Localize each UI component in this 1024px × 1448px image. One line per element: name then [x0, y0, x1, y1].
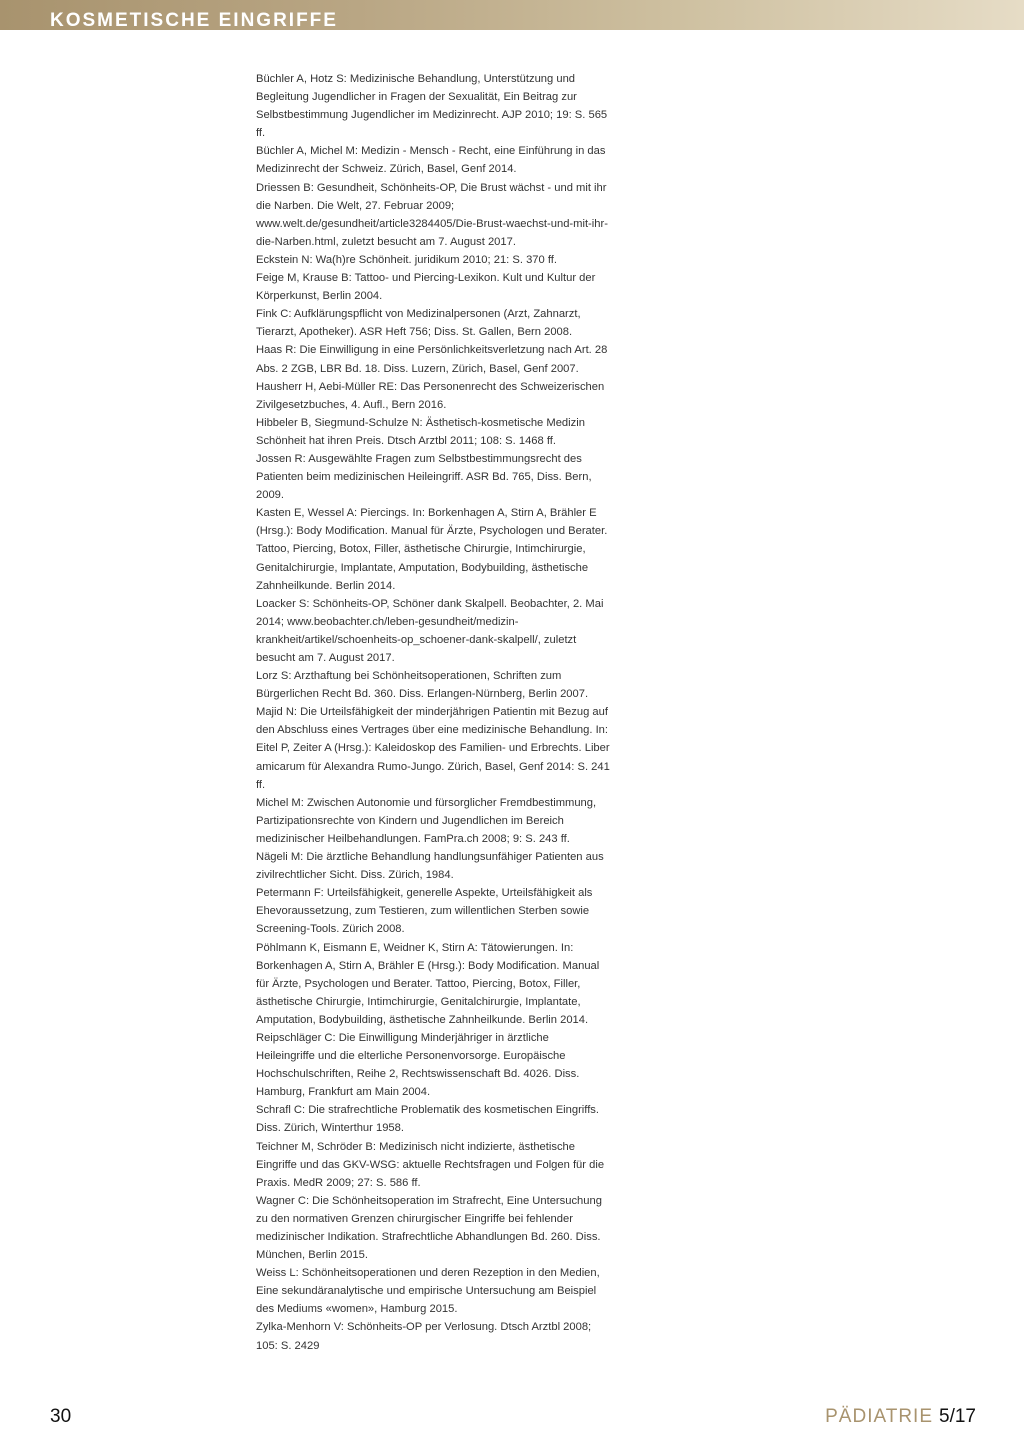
reference-entry: Haas R: Die Einwilligung in eine Persönlichkeitsverletzung nach Art. 28 Abs. 2 ZGB, LBR Bd. 18. Diss. Luzern, Zürich, Basel, Genf 2007.	[256, 344, 608, 375]
reference-entry: Pöhlmann K, Eismann E, Weidner K, Stirn A: Tätowierungen. In: Borkenhagen A, Stirn A, Brähler E (Hrsg.): Body Modification. Manual für Ärzte, Psychologen und Berater. Tattoo, Piercing, Botox, Filler, ästhetische Chirurgie, Intimchirurgie, Genitalchirurgie, Implantate, Amputation, Bodybuilding, ästhetische Zahnheilkunde. Berlin 2014.	[256, 941, 600, 1026]
reference-entry: Feige M, Krause B: Tattoo- und Piercing-Lexikon. Kult und Kultur der Körperkunst, Berlin 2004.	[256, 272, 596, 303]
reference-list	[256, 70, 610, 1355]
reference-entry: Büchler A, Hotz S: Medizinische Behandlung, Unterstützung und Begleitung Jugendlicher in Fragen der Sexualität, Ein Beitrag zur Selbstbestimmung Jugendlicher im Medizinrecht. AJP 2010; 19: S. 565 ff.	[256, 73, 608, 140]
reference-entry: Nägeli M: Die ärztliche Behandlung handlungsunfähiger Patienten aus zivilrechtlicher Sicht. Diss. Zürich, 1984.	[256, 851, 604, 882]
reference-entry: Kasten E, Wessel A: Piercings. In: Borkenhagen A, Stirn A, Brähler E (Hrsg.): Body Modification. Manual für Ärzte, Psychologen und Berater. Tattoo, Piercing, Botox, Filler, ästhetische Chirurgie, Intimchirurgie, Genitalchirurgie, Implantate, Amputation, Bodybuilding, ästhetische Zahnheilkunde. Berlin 2014.	[256, 507, 608, 592]
reference-entry: Lorz S: Arzthaftung bei Schönheitsoperationen, Schriften zum Bürgerlichen Recht Bd. 360. Diss. Erlangen-Nürnberg, Berlin 2007.	[256, 670, 589, 701]
reference-entry: Teichner M, Schröder B: Medizinisch nicht indizierte, ästhetische Eingriffe und das GKV-WSG: aktuelle Rechtsfragen und Folgen für die Praxis. MedR 2009; 27: S. 586 ff.	[256, 1140, 605, 1189]
reference-entry: Büchler A, Michel M: Medizin - Mensch - Recht, eine Einführung in das Medizinrecht der Schweiz. Zürich, Basel, Genf 2014.	[256, 145, 606, 176]
page-number: 30	[50, 1406, 72, 1427]
reference-entry: Michel M: Zwischen Autonomie und fürsorglicher Fremdbestimmung, Partizipationsrechte von Kindern und Jugendlichen im Bereich medizinischer Heilbehandlungen. FamPra.ch 2008; 9: S. 243 ff.	[256, 796, 597, 845]
reference-entry: Hibbeler B, Siegmund-Schulze N: Ästhetisch-kosmetische Medizin Schönheit hat ihren Preis. Dtsch Arztbl 2011; 108: S. 1468 ff.	[256, 416, 585, 447]
reference-entry: Zylka-Menhorn V: Schönheits-OP per Verlosung. Dtsch Arztbl 2008; 105: S. 2429	[256, 1321, 592, 1352]
reference-entry: Majid N: Die Urteilsfähigkeit der minderjährigen Patientin mit Bezug auf den Abschluss eines Vertrages über eine medizinische Behandlung. In: Eitel P, Zeiter A (Hrsg.): Kaleidoskop des Familien- und Erbrechts. Liber amicarum für Alexandra Rumo-Jungo. Zürich, Basel, Genf 2014: S. 241 ff.	[256, 706, 610, 791]
reference-entry: Jossen R: Ausgewählte Fragen zum Selbstbestimmungsrecht des Patienten beim medizinischen Heileingriff. ASR Bd. 765, Diss. Bern, 2009.	[256, 452, 592, 502]
journal-issue: 5/17	[939, 1406, 976, 1427]
reference-entry: Petermann F: Urteilsfähigkeit, generelle Aspekte, Urteilsfähigkeit als Ehevoraussetzung, zum Testieren, zum willentlichen Sterben sowie Screening-Tools. Zürich 2008.	[256, 887, 593, 936]
reference-entry: Reipschläger C: Die Einwilligung Minderjähriger in ärztliche Heileingriffe und die elterliche Personenvorsorge. Europäische Hochschulschriften, Reihe 2, Rechtswissenschaft Bd. 4026. Diss. Hamburg, Frankfurt am Main 2004.	[256, 1031, 580, 1099]
reference-entry: Hausherr H, Aebi-Müller RE: Das Personenrecht des Schweizerischen Zivilgesetzbuches, 4. Aufl., Bern 2016.	[256, 380, 605, 411]
reference-entry: Wagner C: Die Schönheitsoperation im Strafrecht, Eine Untersuchung zu den normativen Grenzen chirurgischer Eingriffe bei fehlender medizinischer Indikation. Strafrechtliche Abhandlungen Bd. 260. Diss. München, Berlin 2015.	[256, 1194, 602, 1262]
journal-footer	[825, 1405, 976, 1429]
reference-entry: Eckstein N: Wa(h)re Schönheit. juridikum 2010; 21: S. 370 ff.	[256, 253, 557, 266]
reference-entry: Fink C: Aufklärungspflicht von Medizinalpersonen (Arzt, Zahnarzt, Tierarzt, Apotheker). ASR Heft 756; Diss. St. Gallen, Bern 2008.	[256, 308, 581, 339]
reference-entry: Weiss L: Schönheitsoperationen und deren Rezeption in den Medien, Eine sekundäranalytische und empirische Untersuchung am Beispiel des Mediums «women», Hamburg 2015.	[256, 1267, 600, 1316]
reference-entry: Loacker S: Schönheits-OP, Schöner dank Skalpell. Beobachter, 2. Mai 2014; www.beobachter.ch/leben-gesundheit/medizin-krankheit/artikel/schoenheits-op_schoener-dank-skalpell/, zuletzt besucht am 7. August 2017.	[256, 597, 604, 664]
reference-entry: Driessen B: Gesundheit, Schönheits-OP, Die Brust wächst - und mit ihr die Narben. Die Welt, 27. Februar 2009; www.welt.de/gesundheit/article3284405/Die-Brust-waechst-und-mit-ihr-die-Narben.html, zuletzt besucht am 7. August 2017.	[256, 181, 608, 248]
reference-entry: Schrafl C: Die strafrechtliche Problematik des kosmetischen Eingriffs. Diss. Zürich, Winterthur 1958.	[256, 1104, 600, 1135]
section-header-band	[0, 0, 1024, 30]
journal-name: PÄDIATRIE	[825, 1406, 934, 1427]
section-title: KOSMETISCHE EINGRIFFE	[50, 10, 338, 31]
